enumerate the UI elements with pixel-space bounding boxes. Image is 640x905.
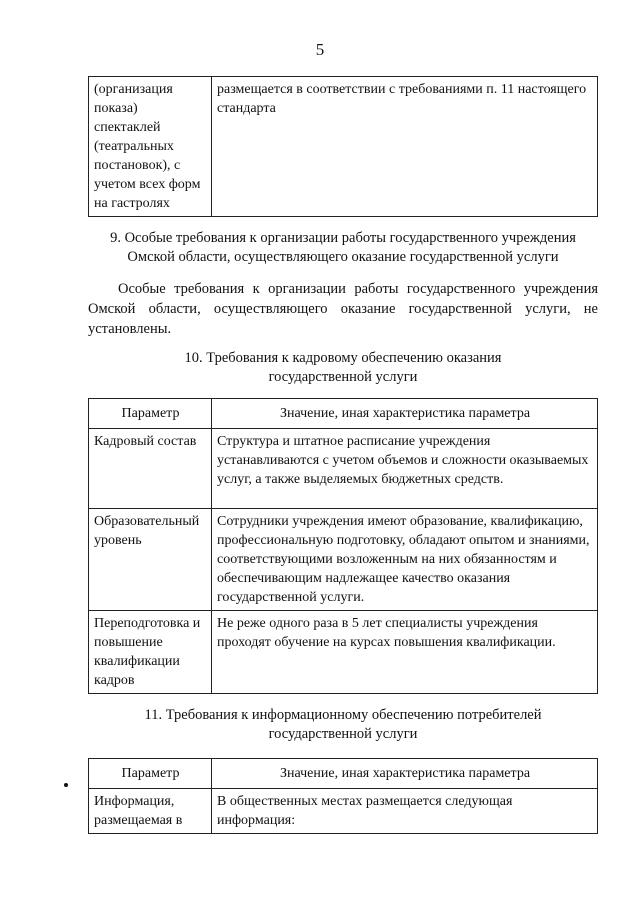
param-cell: Кадровый состав	[89, 429, 212, 509]
staffing-table	[88, 398, 598, 694]
page-number: 5	[315, 40, 325, 59]
param-cell: (организация показа) спектаклей (театральных постановок), с учетом всех форм на гастролях	[89, 77, 212, 217]
table-header-row	[89, 759, 598, 789]
value-cell: Сотрудники учреждения имеют образование, квалификацию, профессиональную подготовку, обладают опытом и знаниями, соответствующими возложенным на них обязанностям и обеспечивающим надлежащее качество оказания государственной услуги.	[212, 509, 598, 611]
heading-line: государственной услуги	[268, 369, 418, 385]
value-cell: размещается в соответствии с требованиями п. 11 настоящего стандарта	[212, 77, 598, 217]
section-9-paragraph: Особые требования к организации работы государственного учреждения Омской области, осуществляющего оказание государственной услуги, не установлены.	[88, 281, 598, 337]
heading-line: государственной услуги	[268, 726, 418, 742]
continuation-table	[88, 76, 598, 217]
column-header-value: Значение, иная характеристика параметра	[212, 399, 598, 429]
table-row	[89, 789, 598, 834]
section-9-heading	[88, 229, 598, 267]
table-row	[89, 611, 598, 694]
table-row	[89, 509, 598, 611]
param-cell: Образовательный уровень	[89, 509, 212, 611]
section-10-heading	[88, 349, 598, 387]
value-cell: В общественных местах размещается следующая информация:	[212, 789, 598, 834]
value-cell: Не реже одного раза в 5 лет специалисты учреждения проходят обучение на курсах повышения квалификации.	[212, 611, 598, 694]
column-header-value: Значение, иная характеристика параметра	[212, 759, 598, 789]
information-table	[88, 758, 598, 834]
column-header-param: Параметр	[89, 399, 212, 429]
value-cell: Структура и штатное расписание учреждения устанавливаются с учетом объемов и сложности оказываемых услуг, а также выделяемых бюджетных средств.	[212, 429, 598, 509]
table-row	[89, 429, 598, 509]
section-11-heading	[88, 706, 598, 744]
table-header-row	[89, 399, 598, 429]
table-row	[89, 77, 598, 217]
param-cell: Информация, размещаемая в	[89, 789, 212, 834]
heading-line: 11. Требования к информационному обеспечению потребителей	[144, 707, 542, 723]
margin-dot	[64, 783, 68, 787]
param-cell: Переподготовка и повышение квалификации кадров	[89, 611, 212, 694]
heading-line: Омской области, осуществляющего оказание государственной услуги	[127, 249, 559, 265]
heading-line: 9. Особые требования к организации работы государственного учреждения	[110, 230, 576, 246]
heading-line: 10. Требования к кадровому обеспечению оказания	[184, 350, 502, 366]
column-header-param: Параметр	[89, 759, 212, 789]
